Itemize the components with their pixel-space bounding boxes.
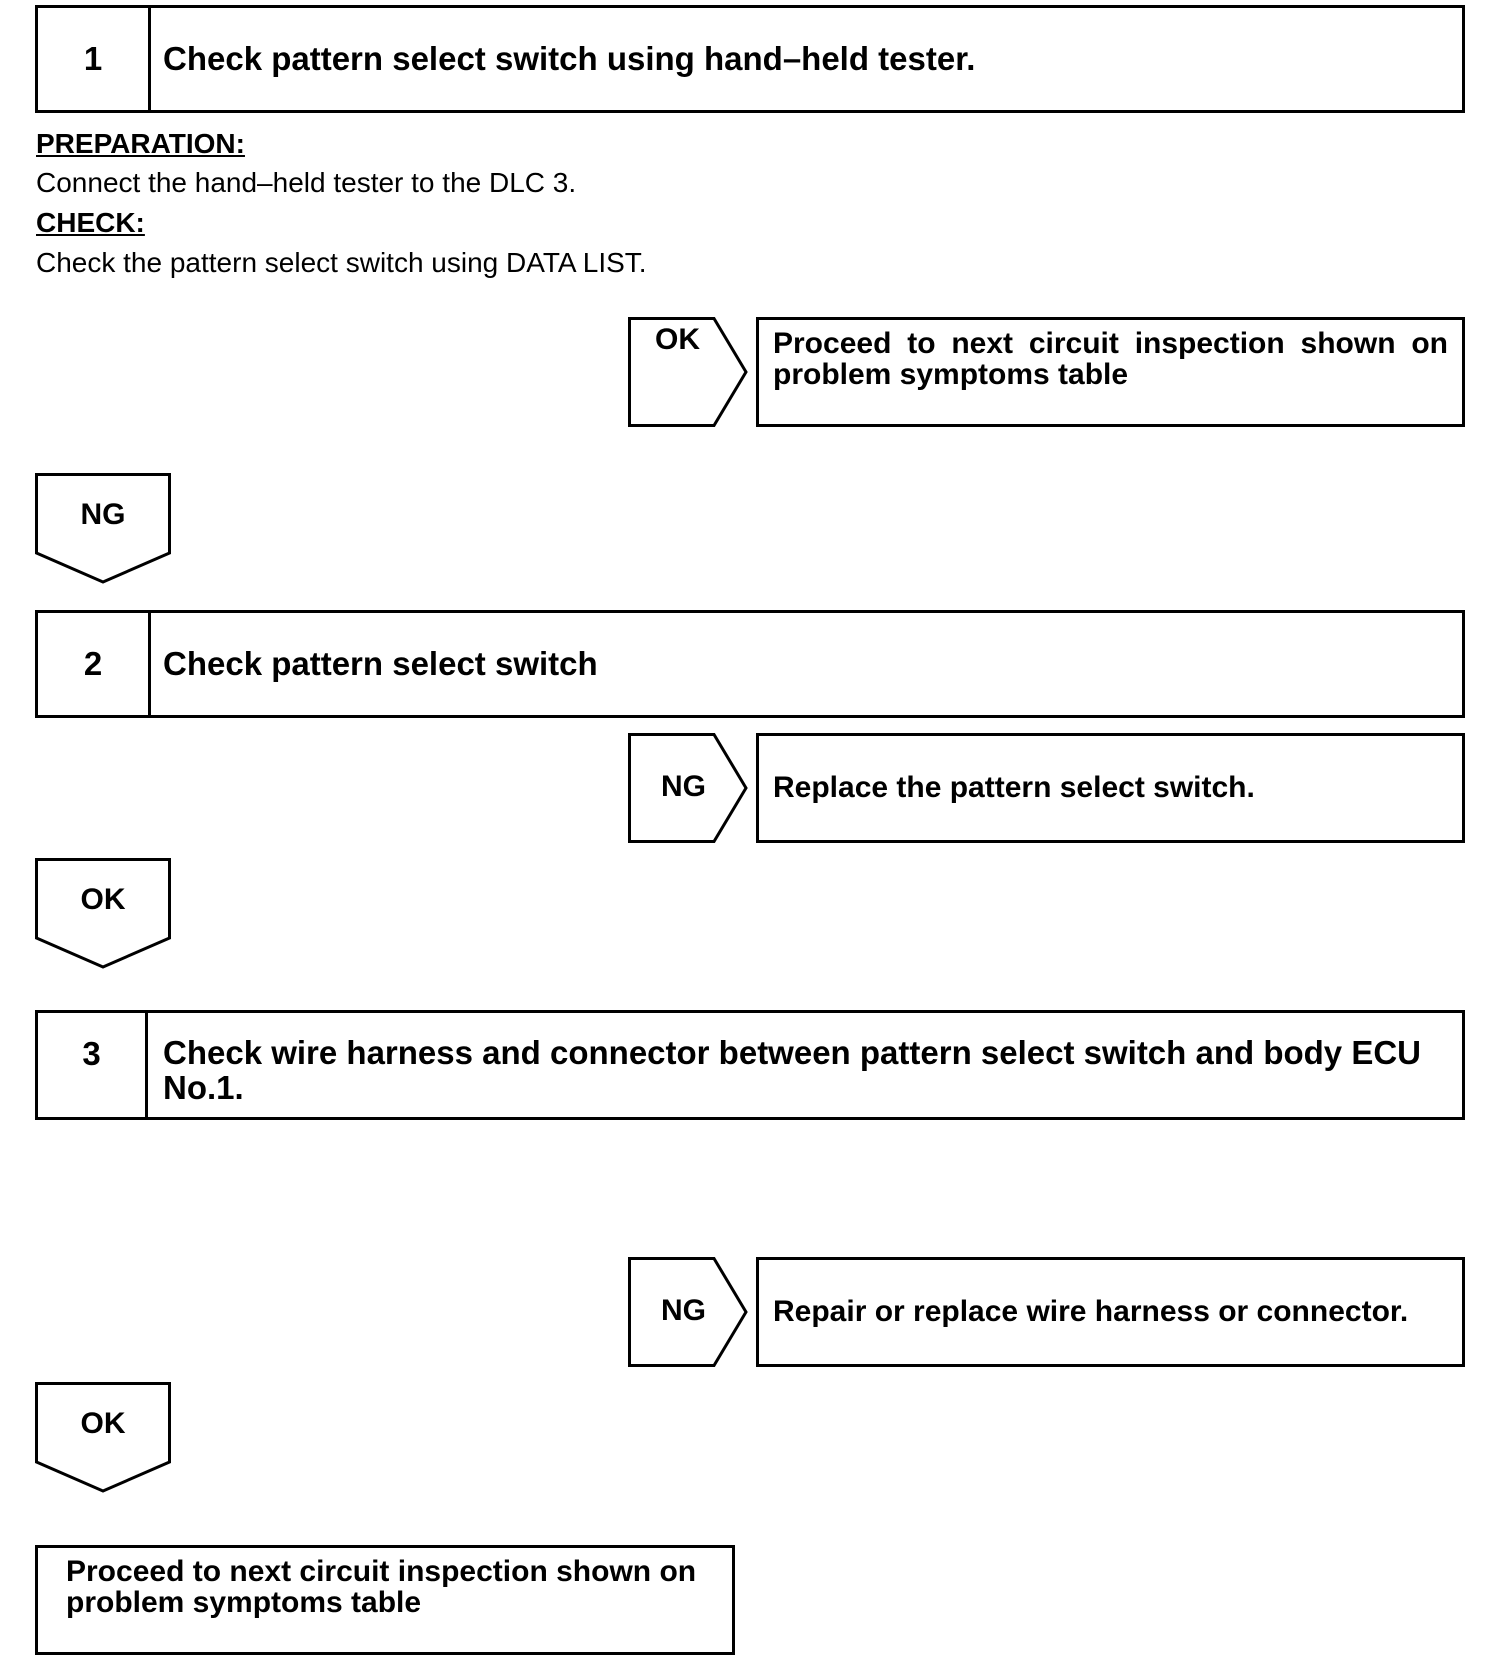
step-2-title: Check pattern select switch [163, 645, 598, 682]
step-2-ng-result: Replace the pattern select switch. [756, 733, 1465, 843]
check-text: Check the pattern select switch using DATA LIST. [36, 247, 647, 278]
step-1-ng-label: NG [80, 498, 126, 531]
final-result: Proceed to next circuit inspection shown on problem symptoms table [35, 1545, 735, 1655]
step-3-title: Check wire harness and connector between pattern select switch and body ECU No.1. [163, 1034, 1421, 1106]
step-2-ok-label: OK [80, 883, 126, 916]
step-2-box [35, 610, 1465, 718]
step-1-number: 1 [38, 8, 151, 110]
step-2-number: 2 [38, 613, 151, 715]
step-3-box [35, 1010, 1465, 1120]
step-1-box [35, 5, 1465, 113]
step-1-title: Check pattern select switch using hand–held tester. [163, 40, 976, 77]
step-3-number: 3 [38, 1013, 148, 1117]
step-1-ok-result: Proceed to next circuit inspection shown on problem symptoms table [756, 317, 1465, 427]
step-2-ng-label: NG [661, 770, 706, 803]
check-heading: CHECK: [36, 207, 145, 238]
preparation-text: Connect the hand–held tester to the DLC 3. [36, 167, 577, 198]
step-3-ok-label: OK [80, 1407, 126, 1440]
step-1-ok-label: OK [655, 323, 700, 356]
step-3-ng-label: NG [661, 1294, 706, 1327]
step-3-ng-result: Repair or replace wire harness or connector. [756, 1257, 1465, 1367]
preparation-heading: PREPARATION: [36, 128, 245, 159]
